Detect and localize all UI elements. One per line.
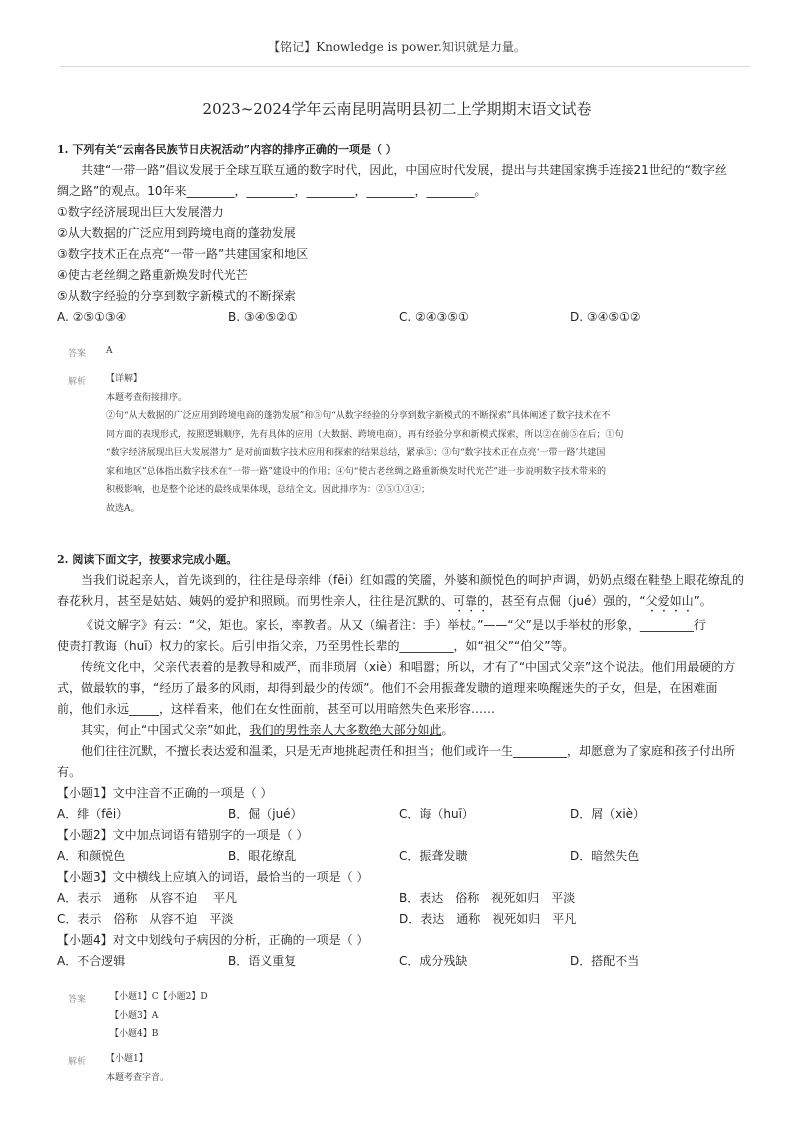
q2-text: 其实，何止“中国式父亲”如此，: [81, 723, 250, 737]
q2-passage-line: 式，做最软的事，“经历了最多的风雨，却得到最少的传颂”。他们不会用振聋发聩的道理来唤醒迷失的子女，但是，在困难面: [57, 681, 718, 695]
q2-text: 春花秋月，甚至是姑姑、姨妈的爱护和照顾。而男性亲人，往往是沉默的、: [57, 594, 454, 608]
q2-answer-line: 【小题1】C【小题2】D: [110, 992, 208, 1002]
q2-sub3-option-c[interactable]: C．表示 俗称 从容不迫 平淡: [57, 912, 234, 926]
q1-passage-line: 绸之路”的观点。10年来________，________，________，________，________。: [57, 184, 487, 198]
q1-item: ①数字经济展现出巨大发展潜力: [57, 205, 224, 219]
q2-sub2-option-c[interactable]: C．振聋发聩: [399, 849, 468, 863]
q1-option-b[interactable]: B. ③④⑤②①: [228, 310, 298, 324]
q2-sub3-options: [57, 888, 741, 909]
q1-analysis-label: 解析: [68, 377, 87, 387]
question-2-title: 2. 阅读下面文字，按要求完成小题。: [57, 553, 238, 566]
q1-options: [57, 307, 741, 328]
q2-sub1-options: [57, 804, 741, 825]
q2-underlined-sentence: 我们的男性亲人大多数绝大部分如此: [249, 723, 442, 737]
q2-answer-label: 答案: [68, 995, 87, 1005]
q2-analysis-label: 解析: [68, 1057, 87, 1067]
question-1-title: 1. 下列有关“云南各民族节日庆祝活动”内容的排序正确的一项是（ ）: [57, 143, 397, 156]
q1-answer: [106, 342, 736, 361]
q1-analysis-line: 【详解】: [106, 374, 143, 384]
q1-analysis-line: ②句“从大数据的广泛应用到跨境电商的蓬勃发展”和⑤句“从数字经验的分享到数字新模式的不断探索”具体阐述了数字技术在不: [106, 411, 611, 421]
q2-sub2-option-d[interactable]: D．暗然失色: [570, 849, 640, 863]
q2-sub3-option-b[interactable]: B．表达 俗称 视死如归 平淡: [399, 891, 576, 905]
q2-passage-line: [57, 591, 741, 615]
q1-item: ②从大数据的广泛应用到跨境电商的蓬勃发展: [57, 226, 296, 240]
q2-sub4-options: [57, 951, 741, 972]
q2-text: 。: [441, 723, 454, 737]
q2-analysis-line: 本题考查字音。: [106, 1072, 170, 1083]
q2-sub2-option-a[interactable]: A．和颜悦色: [57, 849, 126, 863]
q1-analysis-line: 同方面的表现形式，按照逻辑顺序，先有具体的应用（大数据、跨境电商），再有经验分享和新模式探索，所以②在前⑤在后；①句: [106, 429, 624, 440]
q1-item: ③数字技术正在点亮“一带一路”共建国家和地区: [57, 247, 309, 261]
q1-option-c[interactable]: C. ②④③⑤①: [399, 310, 469, 324]
q2-analysis: [106, 1050, 736, 1087]
q1-analysis: [106, 370, 736, 518]
q2-text: ”。: [693, 594, 712, 608]
q2-sub2-option-b[interactable]: B．眼花缭乱: [228, 849, 297, 863]
q2-answer-line: 【小题4】B: [110, 1029, 159, 1039]
page-title: 2023~2024学年云南昆明嵩明县初二上学期期末语文试卷: [202, 100, 592, 118]
q2-passage-line: 他们往往沉默，不擅长表达爱和温柔，只是无声地挑起责任和担当；他们或许一生_________，却愿意为了家庭和孩子付出所: [81, 744, 736, 758]
q2-passage-line: 使责打教诲（huī）权力的家长。后引申指父亲，乃至男性长辈的_________，如“祖父”“伯父”等。: [57, 639, 575, 653]
q1-analysis-line: 本题考查衔接排序。: [106, 392, 188, 403]
question-2: [57, 550, 744, 972]
q2-sub3-options: [57, 909, 741, 930]
q2-passage-line: 当我们说起亲人，首先谈到的，往往是母亲绯（fēi）红如霞的笑靥，外婆和颜悦色的呵护声调，奶奶点缀在鞋垫上眼花缭乱的: [81, 573, 744, 587]
q2-analysis-line: 【小题1】: [106, 1054, 148, 1064]
q1-analysis-line: 家和地区”总体指出数字技术在“一带一路”建设中的作用；④句“使古老丝绸之路重新焕发时代光芒”进一步说明数字技术带来的: [106, 466, 607, 477]
q1-passage-line: 共建“一带一路”倡议发展于全球互联互通的数字时代，因此，中国应时代发展，提出与共建国家携手连接21世纪的“数字丝: [81, 163, 727, 177]
q2-sub4: 【小题4】对文中划线句子病因的分析，正确的一项是（ ）: [57, 933, 369, 947]
q2-sub1-option-c[interactable]: C．诲（huī）: [399, 807, 474, 821]
q2-sub1-option-a[interactable]: A．绯（fēi）: [57, 807, 129, 821]
q1-analysis-line: “数字经济展现出巨大发展潜力” 是对前面数字技术应用和探索的结果总结，紧承⑤；③句“数字技术正在点亮‘一带一路’共建国: [106, 448, 606, 458]
q1-option-d[interactable]: D. ③④⑤①②: [570, 310, 641, 324]
q1-analysis-line: 积极影响，也是整个论述的最终成果体现，总结全文。因此排序为：②⑤①③④；: [106, 485, 431, 495]
q2-sub3-option-d[interactable]: D．表达 通称 视死如归 平凡: [399, 912, 577, 926]
q2-text: ，甚至有点倔（jué）强的，“: [489, 594, 646, 608]
q2-answer: [110, 988, 740, 1044]
q2-sub2-options: [57, 846, 741, 867]
q1-item: ④使古老丝绸之路重新焕发时代光芒: [57, 268, 248, 282]
q1-item: ⑤从数字经验的分享到数字新模式的不断探索: [57, 289, 296, 303]
q2-passage-line: 有。: [57, 765, 82, 779]
q2-sub3: 【小题3】文中横线上应填入的词语，最恰当的一项是（ ）: [57, 870, 369, 884]
q2-passage-line: 《说文解字》有云：“父，矩也。家长，率教者。从又（编者注：手）举杖。”——“父”是以手举杖的形象，_________行: [81, 618, 706, 632]
q1-analysis-line: 故选A。: [106, 503, 140, 514]
question-1: [57, 140, 741, 328]
q2-sub2: 【小题2】文中加点词语有错别字的一项是（ ）: [57, 828, 309, 842]
q2-sub4-option-d[interactable]: D．搭配不当: [570, 954, 640, 968]
q2-passage-line: 传统文化中，父亲代表着的是教导和威严，而非琐屑（xiè）和唱嚣；所以，才有了“中国式父亲”这个说法。他们用最硬的方: [81, 660, 736, 674]
q2-dotted-word: 可靠的: [453, 594, 490, 608]
q2-sub4-option-a[interactable]: A．不合逻辑: [57, 954, 126, 968]
q1-answer-label: 答案: [68, 349, 87, 359]
header-note: 【铭记】Knowledge is power.知识就是力量。: [268, 40, 526, 54]
q1-option-a[interactable]: A. ②⑤①③④: [57, 310, 127, 324]
q2-sub1-option-b[interactable]: B．倔（jué）: [228, 807, 303, 821]
q2-answer-line: 【小题3】A: [110, 1010, 159, 1021]
q2-dotted-word: 父爱如山: [645, 594, 694, 608]
q2-passage-line: 前，他们永远_____，这样看来，他们在女性面前，甚至可以用暗然失色来形容……: [57, 702, 496, 716]
q2-sub1: 【小题1】文中注音不正确的一项是（ ）: [57, 786, 273, 800]
q2-sub4-option-b[interactable]: B．语义重复: [228, 954, 297, 968]
header-divider: [60, 66, 750, 67]
q2-passage-line: [57, 720, 741, 741]
q2-sub1-option-d[interactable]: D．屑（xiè）: [570, 807, 646, 821]
q1-answer-value: A: [106, 346, 113, 356]
q2-sub3-option-a[interactable]: A．表示 通称 从容不迫 平凡: [57, 891, 238, 905]
q2-sub4-option-c[interactable]: C．成分残缺: [399, 954, 468, 968]
